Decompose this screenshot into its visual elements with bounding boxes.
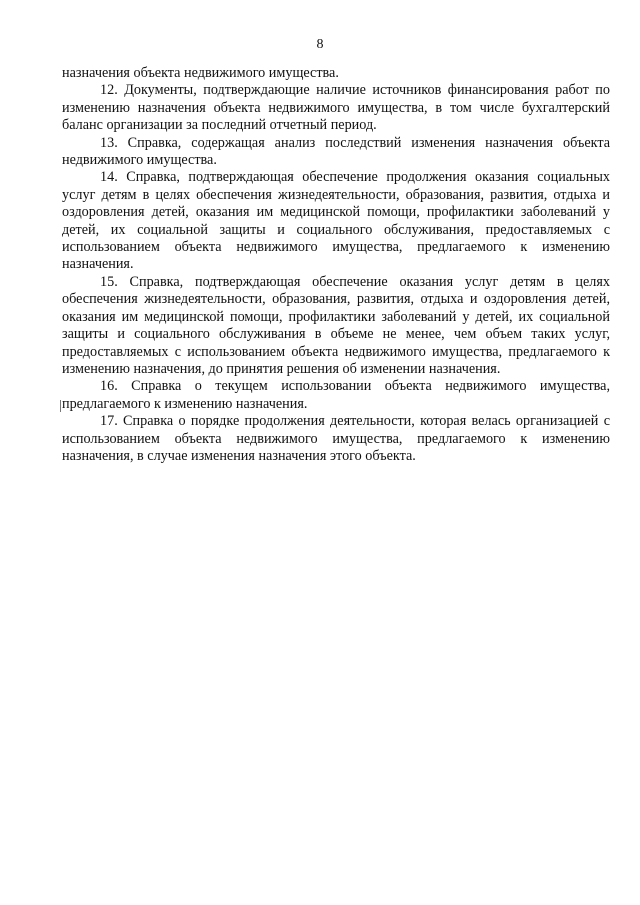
- paragraph-item-16: 16. Справка о текущем использовании объекта недвижимого имущества, предлагаемого к изменению назначения.: [62, 378, 610, 412]
- page-number: 8: [316, 37, 324, 52]
- paragraph-item-13: 13. Справка, содержащая анализ последствий изменения назначения объекта недвижимого имущества.: [62, 134, 610, 169]
- paragraph-continuation: назначения объекта недвижимого имущества.: [62, 65, 339, 81]
- paragraph-item-17: 17. Справка о порядке продолжения деятельности, которая велась организацией с использованием объекта недвижимого имущества, предлагаемого к изменению назначения, в случае изменения назначения этого объекта.: [62, 413, 610, 464]
- paragraph-item-15: 15. Справка, подтверждающая обеспечение оказания услуг детям в целях обеспечения жизнедеятельности, образования, развития, отдыха и оздоровления детей, оказания им медицинской помощи, профилактики заболеваний у детей, их социальной защиты и социального обслуживания в объеме не менее, чем объем таких услуг, предоставляемых с использованием объекта недвижимого имущества, предлагаемого к изменению назначения, до принятия решения об изменении назначения.: [62, 273, 610, 377]
- paragraph-item-14: 14. Справка, подтверждающая обеспечение продолжения оказания социальных услуг детям в целях обеспечения жизнедеятельности, образования, развития, отдыха и оздоровления детей, оказания им медицинской помощи, профилактики заболеваний у детей, их социальной защиты и социального обслуживания, предоставляемых с использованием объекта недвижимого имущества, предлагаемого к изменению назначения.: [62, 169, 610, 273]
- scan-margin-mark: [60, 400, 61, 412]
- paragraph-item-12: 12. Документы, подтверждающие наличие источников финансирования работ по изменению назначения объекта недвижимого имущества, в том числе бухгалтерский баланс организации за последний отчетный период.: [62, 82, 610, 134]
- document-body: [62, 65, 610, 465]
